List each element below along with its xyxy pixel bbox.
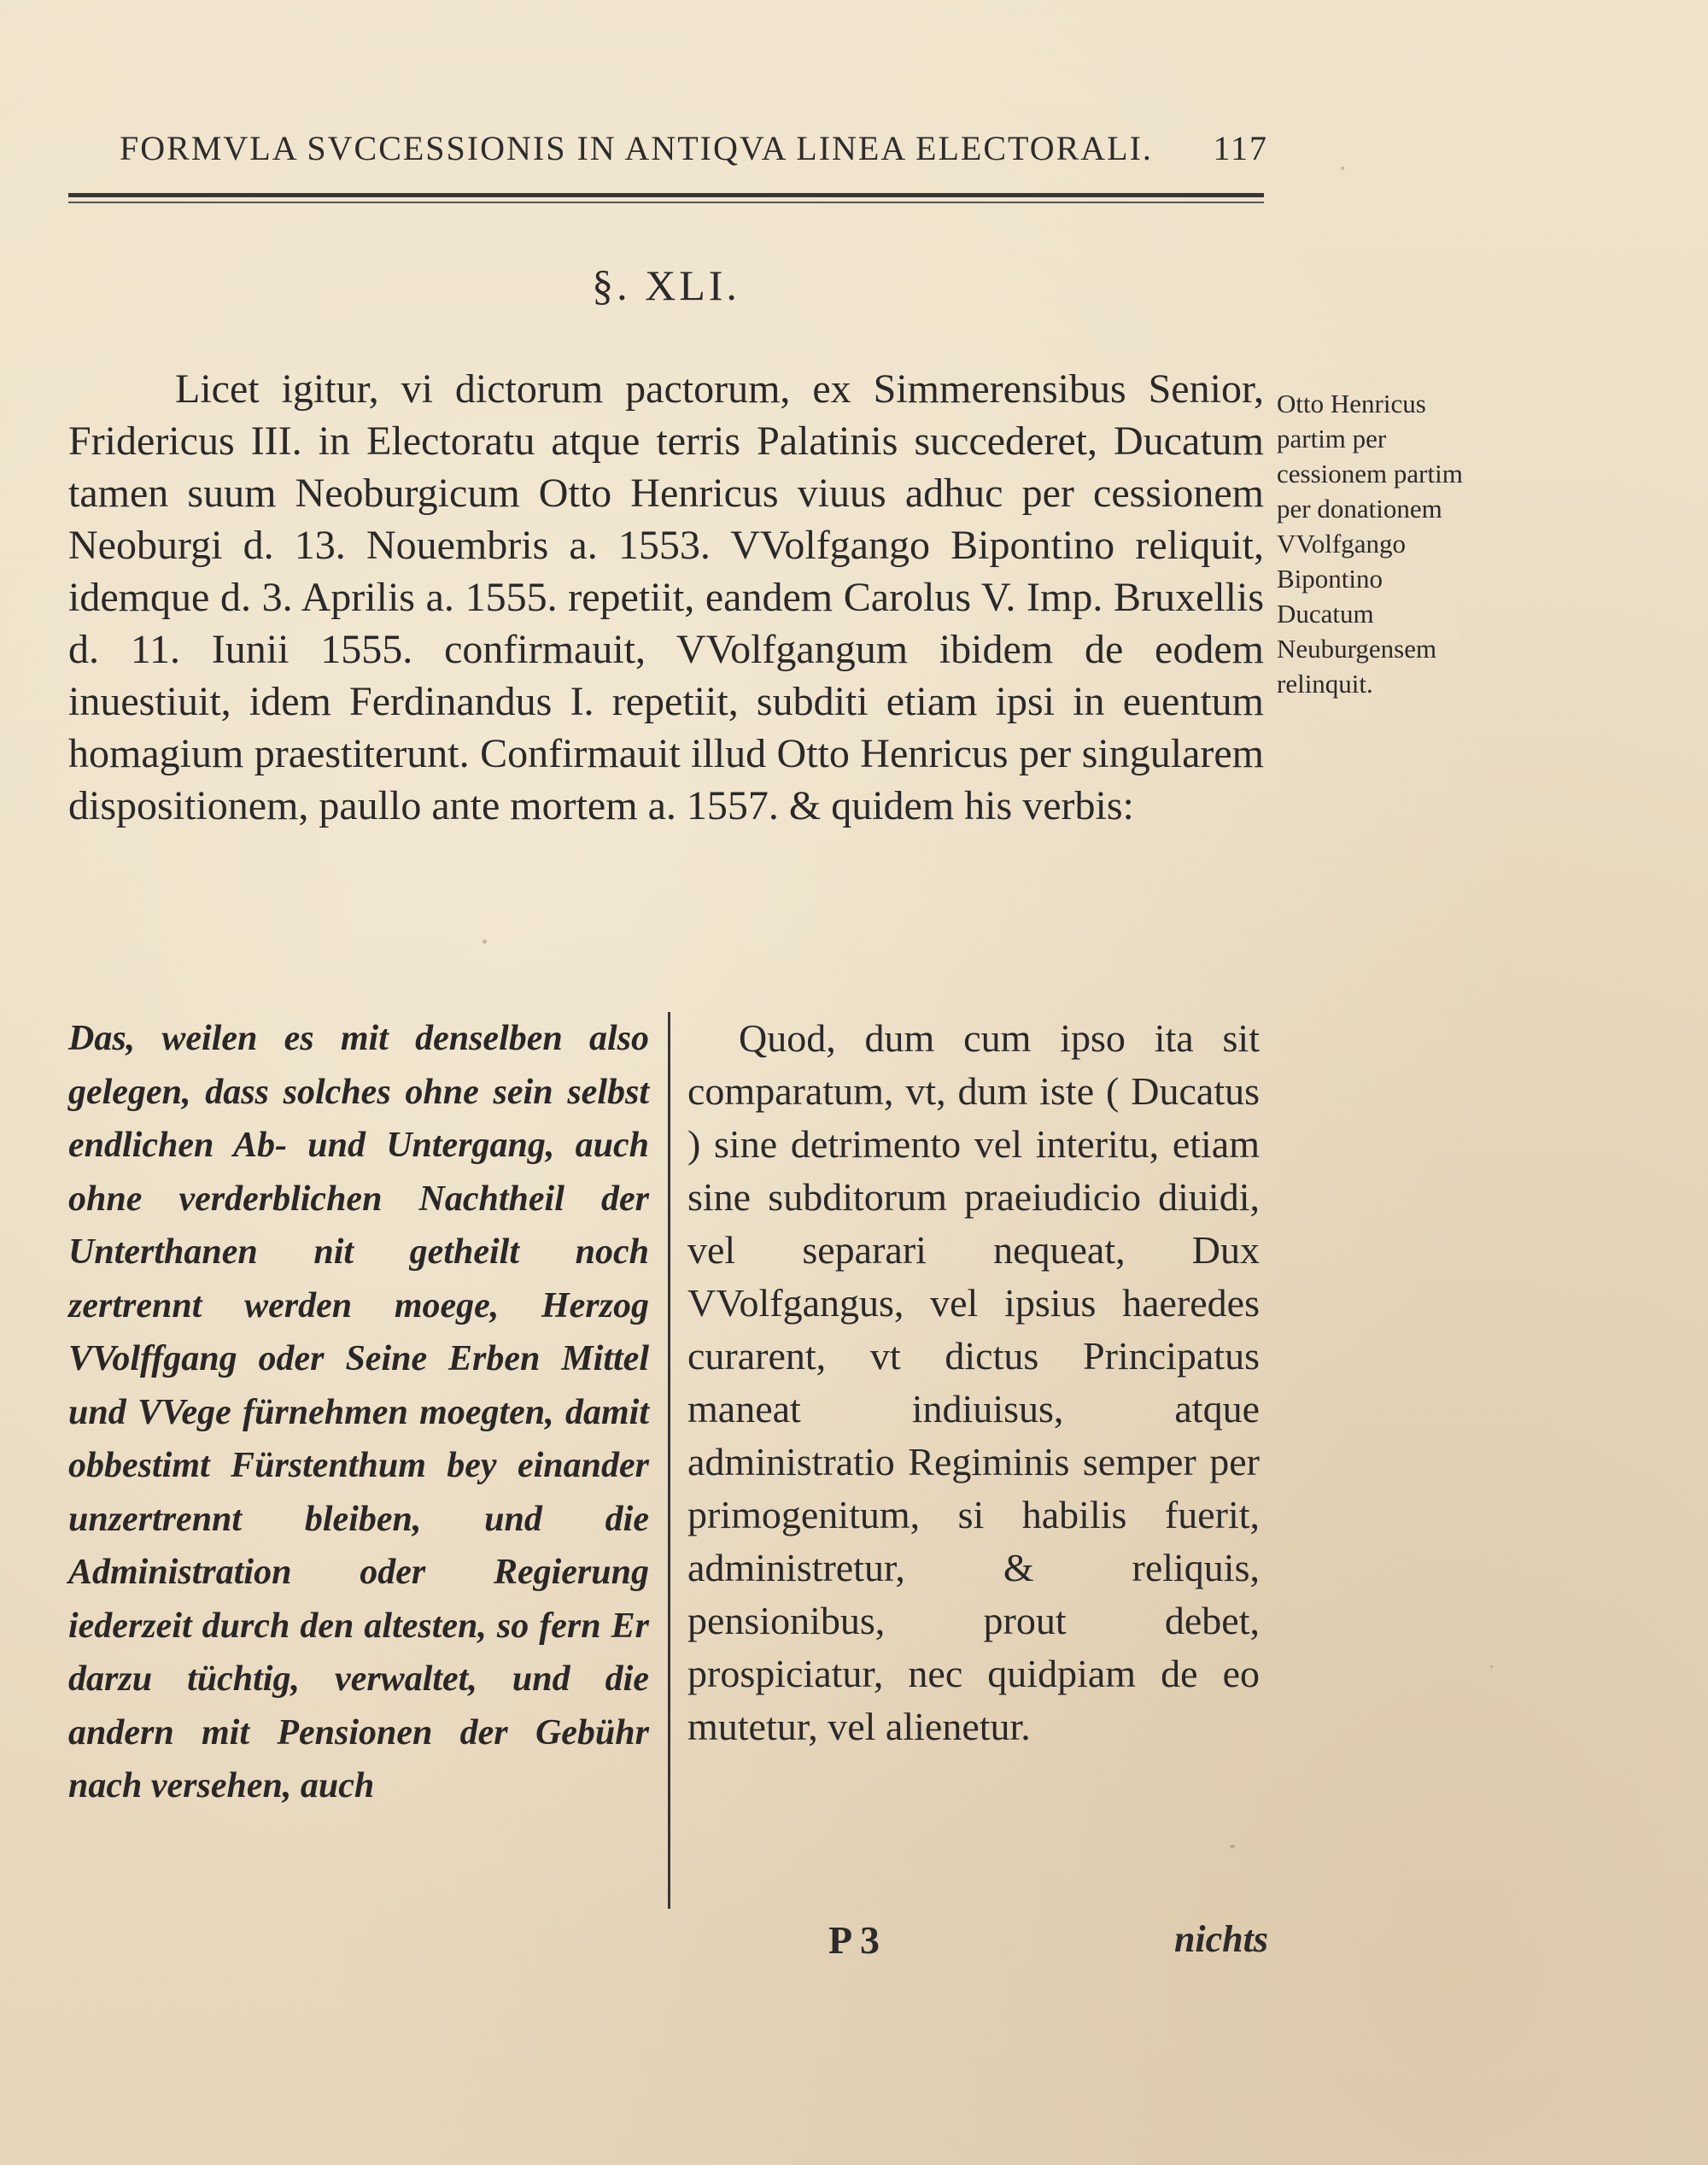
paper-speck bbox=[1341, 167, 1344, 170]
marginal-note: Otto Henricus partim per cessionem partim per donationem VVolfgango Bipontino Ducatum Neuburgensem relinquit. bbox=[1277, 389, 1463, 699]
page-number: 117 bbox=[1213, 129, 1268, 167]
running-head bbox=[120, 128, 1268, 168]
section-title: §. XLI. bbox=[592, 261, 740, 309]
header-rule bbox=[68, 193, 1264, 197]
main-paragraph: Licet igitur, vi dictorum pactorum, ex Simmerensibus Senior, Fridericus III. in Electoratu atque terris Palatinis succederet, Ducatum tamen suum Neoburgicum Otto Henricus viuus adhuc per cessionem Neoburgi d. 13. Nouembris a. 1553. VVolfgango Bipontino reliquit, idemque d. 3. Aprilis a. 1555. repetiit, eandem Carolus V. Imp. Bruxellis d. 11. Iunii 1555. confirmauit, VVolfgangum ibidem de eodem inuestiuit, idem Ferdinandus I. repetiit, subditi etiam ipsi in euentum homagium praestiterunt. Confirmauit illud Otto Henricus per singularem dispositionem, paullo ante mortem a. 1557. & quidem his verbis: bbox=[68, 366, 1264, 828]
german-text: Das, weilen es mit denselben also gelegen, dass solches ohne sein selbst endlichen Ab- und Untergang, auch ohne verderblichen Nachtheil der Unterthanen nit getheilt noch zertrennt werden moege, Herzog VVolffgang oder Seine Erben Mittel und VVege fürnehmen moegten, damit obbestimt Fürstenthum bey einander unzertrennt bleiben, und die Administration oder Regierung iederzeit durch den altesten, so fern Er darzu tüchtig, verwaltet, und die andern mit Pensionen der Gebühr nach versehen, auch bbox=[68, 1019, 649, 1805]
running-head-title: FORMVLA SVCCESSIONIS IN ANTIQVA LINEA ELECTORALI. bbox=[120, 129, 1153, 167]
catchword: nichts bbox=[1173, 1918, 1268, 1960]
paper-speck bbox=[1490, 1665, 1493, 1668]
german-column bbox=[68, 1012, 649, 1813]
paper-speck bbox=[483, 939, 487, 944]
signature-mark: P 3 bbox=[828, 1918, 880, 1962]
latin-column bbox=[687, 1012, 1260, 1753]
latin-text: Quod, dum cum ipso ita sit comparatum, vt, dum iste ( Ducatus ) sine detrimento vel interitu, etiam sine subditorum praeiudicio diuidi, vel separari nequeat, Dux VVolfgangus, vel ipsius haeredes curarent, vt dictus Principatus maneat indiuisus, atque administratio Regiminis semper per primogenitum, si habilis fuerit, administretur, & reliquis, pensionibus, prout debet, prospiciatur, nec quidpiam de eo mutetur, vel alienetur. bbox=[687, 1016, 1260, 1748]
column-divider bbox=[668, 1012, 670, 1909]
paper-speck bbox=[1230, 1845, 1235, 1848]
header-rule-thin bbox=[68, 202, 1264, 203]
main-text bbox=[68, 363, 1264, 832]
